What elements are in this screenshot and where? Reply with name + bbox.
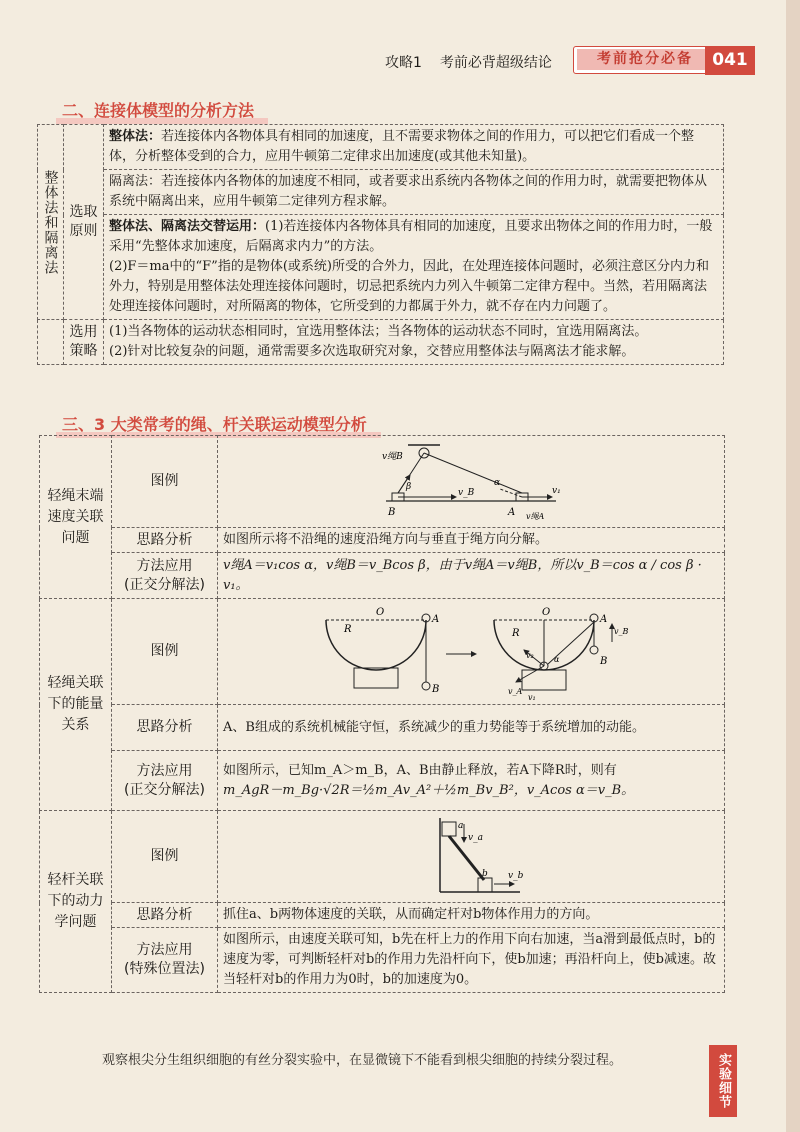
side-label: 整体法和隔离法 <box>38 125 64 320</box>
fig1-v1: v₁ <box>552 485 561 496</box>
fig3-vb: v_b <box>508 870 524 881</box>
rope-rod-table <box>39 435 725 993</box>
fig2-vB: v_B <box>614 626 629 636</box>
model1-method: v绳A＝v₁cos α，v绳B＝v_Bcos β，由于v绳A＝v绳B，所以v_B＝cos α / cos β · v₁。 <box>218 553 725 599</box>
model2-name: 轻绳关联下的能量关系 <box>40 599 112 811</box>
row-label-strategy: 选用策略 <box>64 320 104 365</box>
model2-analysis: A、B组成的系统机械能守恒，系统减少的重力势能等于系统增加的动能。 <box>218 705 725 751</box>
model1-method-label: 方法应用 (正交分解法) <box>112 553 218 599</box>
header-breadcrumb <box>385 52 552 72</box>
side-tag: 实验细节 <box>709 1045 737 1117</box>
fig2-B1: B <box>432 683 440 695</box>
fig1-alpha: α <box>494 477 501 488</box>
strategy-cell: (1)当各物体的运动状态相同时，宜选用整体法；当各物体的运动状态不同时，宜选用隔离法。 (2)针对比较复杂的问题，通常需要多次选取研究对象，交替应用整体法与隔离法才能求解。 <box>104 320 724 365</box>
model2-figure-label: 图例 <box>112 599 218 705</box>
model3-analysis: 抓住a、b两物体速度的关联，从而确定杆对b物体作用力的方向。 <box>218 903 725 928</box>
fig2-B2: B <box>600 655 608 667</box>
header-topic: 考前必背超级结论 <box>439 55 552 71</box>
model1-analysis-label: 思路分析 <box>112 528 218 553</box>
fig2-vA: v_A <box>508 686 523 696</box>
rope-end-diagram <box>376 439 566 525</box>
model2-figure <box>218 599 725 705</box>
model2-method-label: 方法应用 (正交分解法) <box>112 751 218 811</box>
section3-title: 三、3 大类常考的绳、杆关联运动模型分析 <box>62 412 367 435</box>
footer-note: 观察根尖分生组织细胞的有丝分裂实验中，在显微镜下不能看到根尖细胞的持续分裂过程。 <box>102 1053 623 1068</box>
fig3-va: v_a <box>468 832 483 843</box>
rod-diagram <box>416 814 526 900</box>
fig2-A2: A <box>600 613 608 625</box>
fig1-B: B <box>388 506 396 518</box>
connected-body-table <box>37 124 724 365</box>
header-strategy: 攻略1 <box>385 55 422 71</box>
model2-method: 如图所示，已知m_A＞m_B，A、B由静止释放，若A下降R时，则有 m_AgR－m_Bg·√2R＝½m_Av_A²＋½m_Bv_B²，v_Acos α＝v_B。 <box>218 751 725 811</box>
fig2-R: R <box>344 623 352 635</box>
model1-analysis: 如图所示将不沿绳的速度沿绳方向与垂直于绳方向分解。 <box>218 528 725 553</box>
page-edge <box>786 0 800 1132</box>
model3-name: 轻杆关联下的动力学问题 <box>40 811 112 993</box>
fig3-a: a <box>458 820 464 831</box>
model3-figure <box>218 811 725 903</box>
page-header <box>385 46 770 76</box>
section2-title: 二、连接体模型的分析方法 <box>62 98 254 121</box>
model3-method: 如图所示，由速度关联可知，b先在杆上力的作用下向右加速，当a滑到最低点时，b的速度为零，可判断轻杆对b的作用力先沿杆向下，使b加速；再沿杆向上，使b减速。故当轻杆对b的作用力为0时，b的加速度为0。 <box>218 928 725 993</box>
model2-analysis-label: 思路分析 <box>112 705 218 751</box>
page-number: 041 <box>705 46 755 75</box>
alternating-method-cell: 整体法、隔离法交替运用：(1)若连接体内各物体具有相同的加速度，且要求出物体之间的作用力时，一般采用“先整体求加速度，后隔离求内力”的方法。 (2)F＝ma中的“F”指的是物体(或系统)所受的合外力，因此，在处理连接体问题时，必须注意区分内力和外力，特别是用整体法处理连接体问题时，切忌把系统内力列入牛顿第二定律方程中。当然，若用隔离法处理连接体问题时，对所隔离的物体，它所受到的力都属于外力，就不存在内力问题了。 <box>104 215 724 320</box>
fig2-O: O <box>376 606 385 618</box>
fig2-alpha: α <box>554 654 560 664</box>
fig1-vrope-a: v绳A <box>526 511 545 521</box>
header-tag: 考前抢分必备 <box>573 46 717 74</box>
side-label-cont <box>38 320 64 365</box>
fig2-A1: A <box>432 613 440 625</box>
model3-method-label: 方法应用 (特殊位置法) <box>112 928 218 993</box>
fig1-vrope-b: v绳B <box>382 451 403 462</box>
fig2-v1: v₁ <box>528 692 536 702</box>
model1-figure-label: 图例 <box>112 436 218 528</box>
rope-energy-diagram <box>316 602 629 702</box>
isolation-method-cell: 隔离法：若连接体内各物体的加速度不相同，或者要求出系统内各物体之间的作用力时，就需要把物体从系统中隔离出来，应用牛顿第二定律列方程求解。 <box>104 170 724 215</box>
row-label-principle: 选取原则 <box>64 125 104 320</box>
fig2-R2: R <box>512 627 520 639</box>
fig3-b: b <box>482 868 488 879</box>
fig2-O2: O <box>542 606 551 618</box>
model3-analysis-label: 思路分析 <box>112 903 218 928</box>
fig1-vb: v_B <box>458 487 475 498</box>
whole-method-cell: 整体法：若连接体内各物体具有相同的加速度，且不需要求物体之间的作用力，可以把它们看成一个整体，分析整体受到的合力，应用牛顿第二定律求出加速度(或其他未知量)。 <box>104 125 724 170</box>
model3-figure-label: 图例 <box>112 811 218 903</box>
model1-name: 轻绳末端速度关联问题 <box>40 436 112 599</box>
fig2-v2: v₂ <box>526 650 534 660</box>
fig1-beta: β <box>406 481 412 492</box>
model1-figure <box>218 436 725 528</box>
fig1-A: A <box>508 506 516 518</box>
